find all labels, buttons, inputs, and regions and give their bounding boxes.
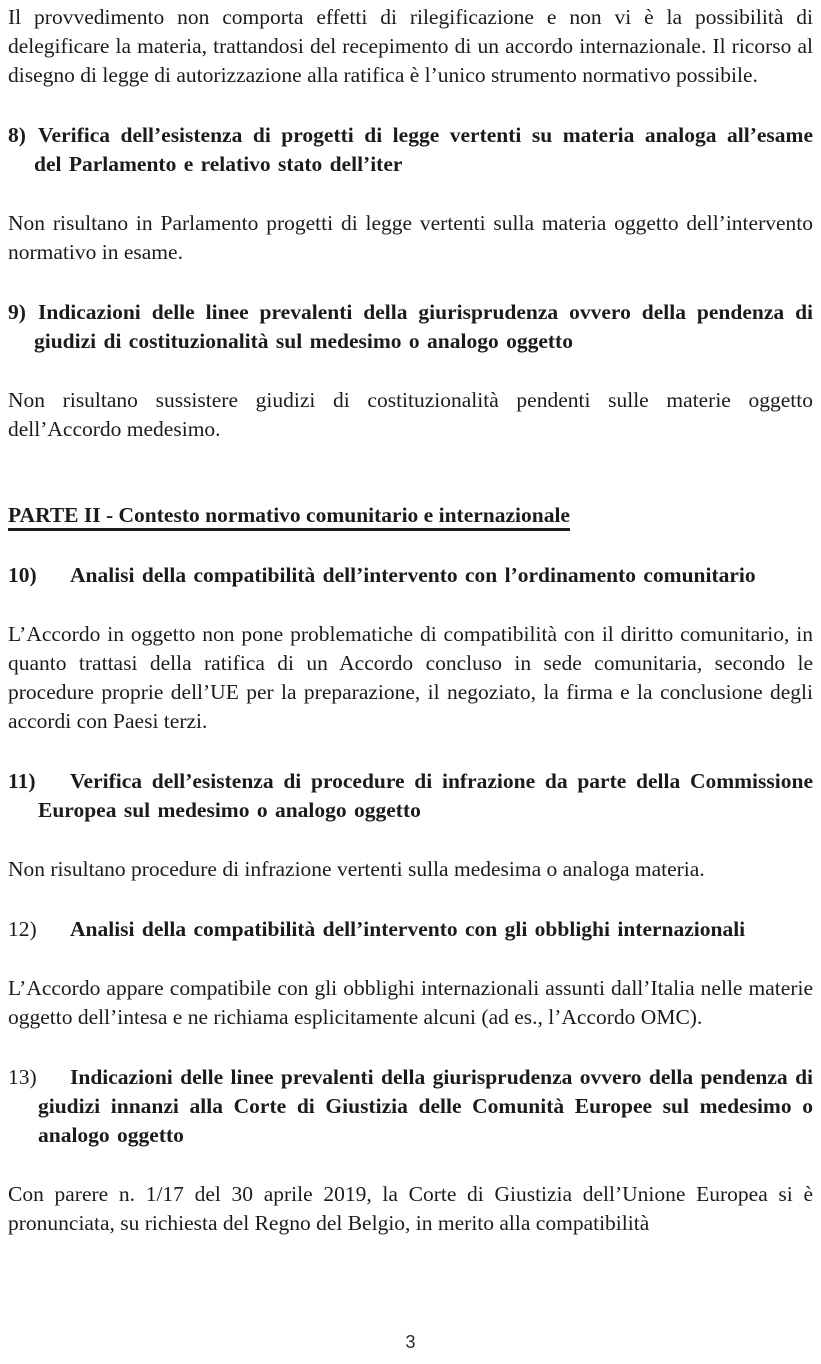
section-heading-8	[8, 121, 813, 179]
section-body-9: Non risultano sussistere giudizi di costituzionalità pendenti sulle materie oggetto dell’Accordo medesimo.	[8, 388, 813, 441]
section-title-12: Analisi della compatibilità dell’intervento con gli obblighi internazionali	[70, 917, 746, 941]
section-number-9: 9)	[8, 300, 26, 324]
section-number-12: 12)	[8, 917, 37, 941]
part-ii-heading	[8, 501, 813, 530]
section-heading-11	[8, 767, 813, 825]
section-body-8: Non risultano in Parlamento progetti di legge vertenti sulla materia oggetto dell’intervento normativo in esame.	[8, 211, 813, 264]
section-body-11: Non risultano procedure di infrazione vertenti sulla medesima o analoga materia.	[8, 857, 705, 881]
section-number-11: 11)	[8, 769, 36, 793]
intro-paragraph: Il provvedimento non comporta effetti di rilegificazione e non vi è la possibilità di delegificare la materia, trattandosi del recepimento di un accordo internazionale. Il ricorso al disegno di legge di autorizzazione alla ratifica è l’unico strumento normativo possibile.	[8, 5, 813, 87]
section-body-12: L’Accordo appare compatibile con gli obblighi internazionali assunti dall’Italia nelle materie oggetto dell’intesa e ne richiama esplicitamente alcuni (ad es., l’Accordo OMC).	[8, 976, 813, 1029]
part-ii-heading-text: PARTE II - Contesto normativo comunitario e internazionale	[8, 503, 570, 531]
section-title-11: Verifica dell’esistenza di procedure di infrazione da parte della Commissione Europea sul medesimo o analogo oggetto	[38, 769, 813, 822]
section-heading-10	[8, 561, 813, 590]
section-title-8: Verifica dell’esistenza di progetti di legge vertenti su materia analoga all’esame del Parlamento e relativo stato dell’iter	[34, 123, 813, 176]
page-footer	[8, 1318, 813, 1352]
section-title-13: Indicazioni delle linee prevalenti della giurisprudenza ovvero della pendenza di giudizi innanzi alla Corte di Giustizia delle Comunità Europee sul medesimo o analogo oggetto	[38, 1065, 813, 1147]
section-body-13: Con parere n. 1/17 del 30 aprile 2019, la Corte di Giustizia dell’Unione Europea si è pronunciata, su richiesta del Regno del Belgio, in merito alla compatibilità	[8, 1182, 813, 1235]
section-heading-9	[8, 298, 813, 356]
section-heading-13	[8, 1063, 813, 1150]
section-body-10: L’Accordo in oggetto non pone problematiche di compatibilità con il diritto comunitario, in quanto trattasi della ratifica di un Accordo concluso in sede comunitaria, secondo le procedure proprie dell’UE per la preparazione, il negoziato, la firma e la conclusione degli accordi con Paesi terzi.	[8, 622, 813, 733]
section-number-13: 13)	[8, 1065, 37, 1089]
section-heading-12	[8, 915, 813, 944]
section-number-10: 10)	[8, 563, 37, 587]
page-number: 3	[405, 1332, 416, 1352]
section-title-9: Indicazioni delle linee prevalenti della giurisprudenza ovvero della pendenza di giudizi di costituzionalità sul medesimo o analogo oggetto	[34, 300, 813, 353]
section-title-10: Analisi della compatibilità dell’intervento con l’ordinamento comunitario	[70, 563, 756, 587]
section-number-8: 8)	[8, 123, 26, 147]
